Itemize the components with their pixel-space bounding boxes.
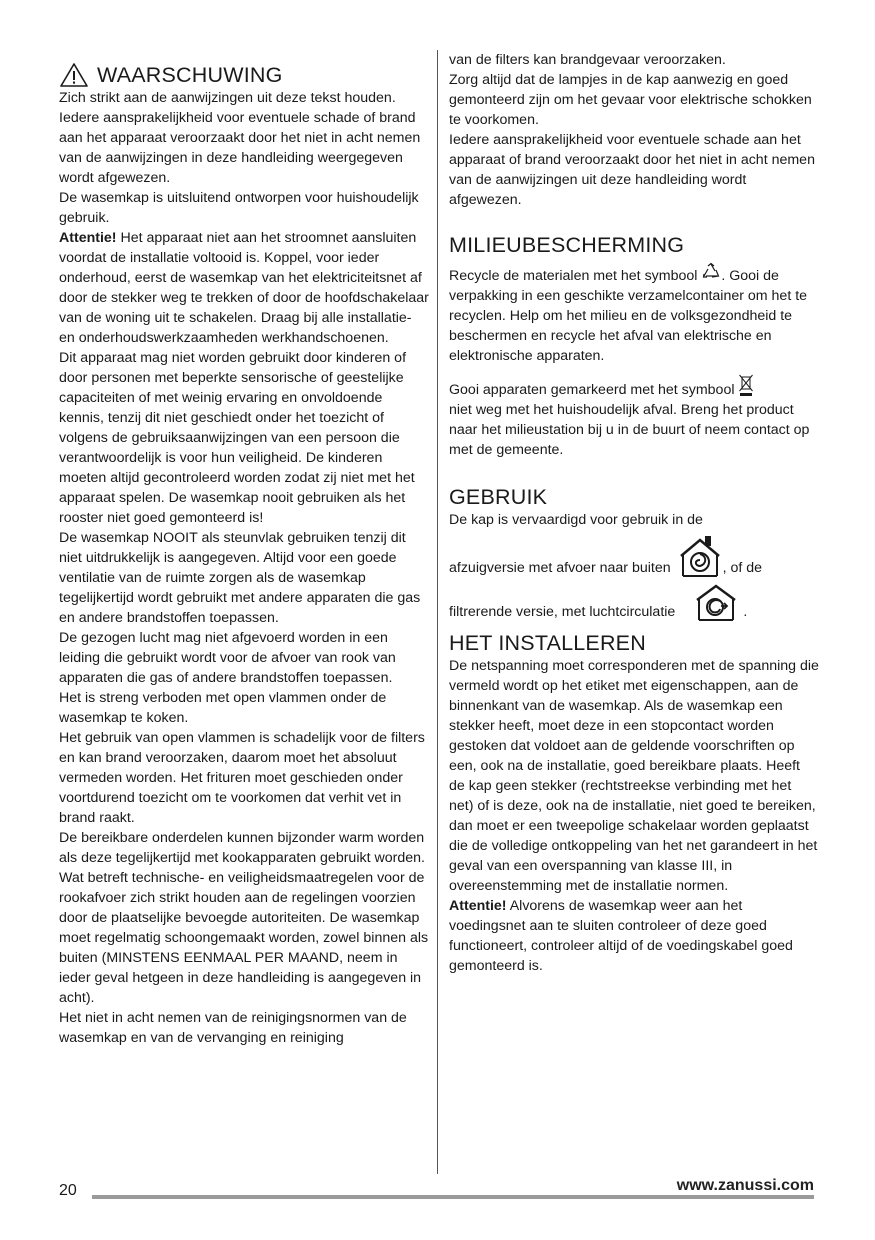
warning-paragraph-7: Het is streng verboden met open vlammen onder de wasemkap te koken. [59, 690, 387, 726]
warning-paragraph-1: Zich strikt aan de aanwijzingen uit deze tekst houden. Iedere aansprakelijkheid voor eventuele schade of brand aan het apparaat veroorzaakt door het niet in acht nemen van de aanwijzingen in deze handleiding weergegeven wordt afgewezen. [59, 90, 421, 186]
warning-paragraph-9: De bereikbare onderdelen kunnen bijzonder warm worden als deze tegelijkertijd met kookapparaten gebruikt worden. [59, 830, 425, 866]
warning-triangle-icon [59, 62, 89, 88]
environment-text-2a: Gooi apparaten gemarkeerd met het symbool [449, 382, 739, 398]
column-divider [437, 50, 438, 1174]
warning-continued-1: van de filters kan brandgevaar veroorzaken. [449, 52, 726, 68]
weee-bin-icon [738, 374, 754, 398]
environment-text-1b: . Gooi de verpakking in een geschikte verzamelcontainer om het te recyclen. Help om het milieu en de volksgezondheid te beschermen en recycle het afval van elektrische en elektronische apparaten. [449, 268, 808, 364]
warning-paragraph-10: Wat betreft technische- en veiligheidsmaatregelen voor de rookafvoer zich strikt houden aan de regelingen voorzien door de plaatselijke bevoegde autoriteiten. De wasemkap moet regelmatig schoongemaakt worden, zowel binnen als buiten (MINSTENS EENMAAL PER MAAND, neem in ieder geval hetgeen in deze handleiding is aangegeven in acht). [59, 870, 429, 1006]
environment-paragraph-2 [449, 374, 819, 460]
warning-paragraph-4: Dit apparaat mag niet worden gebruikt door kinderen of door personen met beperkte sensorische of geestelijke capaciteiten of met weinig ervaring en onvoldoende kennis, tenzij dit niet geschiedt onder het toezicht of volgens de gebruiksaanwijzingen van een persoon die verantwoordelijk is voor hun veiligheid. De kinderen moeten altijd gecontroleerd worden zodat zij niet met het apparaat spelen. De wasemkap nooit gebruiken als het rooster niet goed gemonteerd is! [59, 350, 415, 526]
right-column [449, 50, 819, 976]
use-line-filter [449, 580, 819, 622]
install-heading: HET INSTALLEREN [449, 631, 646, 655]
warning-heading [59, 62, 431, 88]
warning-paragraph-11: Het niet in acht nemen van de reinigingsnormen van de wasemkap en van de vervanging en reiniging [59, 1010, 407, 1046]
use-text-extraction: afzuigversie met afvoer naar buiten [449, 560, 671, 576]
warning-paragraph-8: Het gebruik van open vlammen is schadelijk voor de filters en kan brand veroorzaken, daarom moet het absoluut vermeden worden. Het frituren moet geschieden onder voortdurend toezicht om te voorkomen dat verhit vet in brand raakt. [59, 730, 425, 826]
warning-continued-3: Iedere aansprakelijkheid voor eventuele schade aan het apparaat of brand veroorzaakt door het niet in acht nemen van de aanwijzingen uit deze handleiding wordt afgewezen. [449, 132, 815, 208]
environment-heading: MILIEUBESCHERMING [449, 233, 685, 257]
install-paragraph-2 [449, 896, 819, 976]
install-paragraph-1: De netspanning moet corresponderen met de spanning die vermeld wordt op het etiket met eigenschappen, aan de binnenkant van de wasemkap. Als de wasemkap een stekker heeft, moet deze in een stopcontact worden gestoken dat voldoet aan de geldende voorschriften op een, ook na de installatie, goed bereikbare plaats. Heeft de kap geen stekker (rechtstreekse verbinding met het net) of is deze, ook na de installatie, niet goed te bereiken, dan moet er een tweepolige schakelaar worden geplaatst die de volledige ontkoppeling van het net garandeert in het geval van een overspanning van klasse III, in overeenstemming met de installatie normen. [449, 658, 819, 894]
warning-paragraph-3 [59, 228, 431, 348]
warning-paragraph-2: De wasemkap is uitsluitend ontworpen voor huishoudelijk gebruik. [59, 190, 419, 226]
attention-label: Attentie! [59, 230, 117, 246]
footer-rule [92, 1195, 814, 1199]
install-attention-text: Alvorens de wasemkap weer aan het voedingsnet aan te sluiten controleer of deze goed functioneert, controleer altijd of de voedingskabel goed gemonteerd is. [449, 898, 793, 974]
environment-paragraph-1 [449, 262, 819, 366]
warning-continued-2: Zorg altijd dat de lampjes in de kap aanwezig en goed gemonteerd zijn om het gevaar voor elektrische schokken te voorkomen. [449, 72, 812, 128]
footer-url: www.zanussi.com [676, 1177, 814, 1194]
use-text-filter-end: . [743, 604, 748, 620]
use-text-filter: filtrerende versie, met luchtcirculatie [449, 604, 676, 620]
page-number: 20 [59, 1182, 77, 1199]
use-paragraph-1: De kap is vervaardigd voor gebruik in de [449, 512, 703, 528]
warning-paragraph-6: De gezogen lucht mag niet afgevoerd worden in een leiding die gebruikt wordt voor de afvoer van rook van apparaten die gas of andere brandstoffen toepassen. [59, 630, 396, 686]
attention-text: Het apparaat niet aan het stroomnet aansluiten voordat de installatie voltooid is. Koppel, voor ieder onderhoud, eerst de wasemkap van het elektriciteitsnet af door de stekker weg te trekken of door de hoofdschakelaar van de woning uit te schakelen. Draag bij alle installatie- en onderhoudswerkzaamheden werkhandschoenen. [59, 230, 429, 346]
environment-text-2b: niet weg met het huishoudelijk afval. Breng het product naar het milieustation bij u in de buurt of neem contact op met de gemeente. [449, 402, 810, 458]
recycle-icon [701, 262, 721, 282]
left-column [59, 62, 431, 1048]
use-text-extraction-end: , of de [722, 560, 763, 576]
extraction-hood-icon [677, 536, 723, 578]
environment-text-1a: Recycle de materialen met het symbool [449, 268, 702, 284]
warning-paragraph-5: De wasemkap NOOIT als steunvlak gebruiken tenzij dit niet uitdrukkelijk is aangegeven. Altijd voor een goede ventilatie van de ruimte zorgen als de wasemkap tegelijkertijd wordt gebruikt met andere apparaten die gas en andere brandstoffen toepassen. [59, 530, 421, 626]
use-line-extraction [449, 534, 819, 578]
install-attention-label: Attentie! [449, 898, 507, 914]
recirculation-hood-icon [693, 582, 739, 622]
use-heading: GEBRUIK [449, 485, 548, 509]
warning-title: WAARSCHUWING [97, 63, 283, 87]
